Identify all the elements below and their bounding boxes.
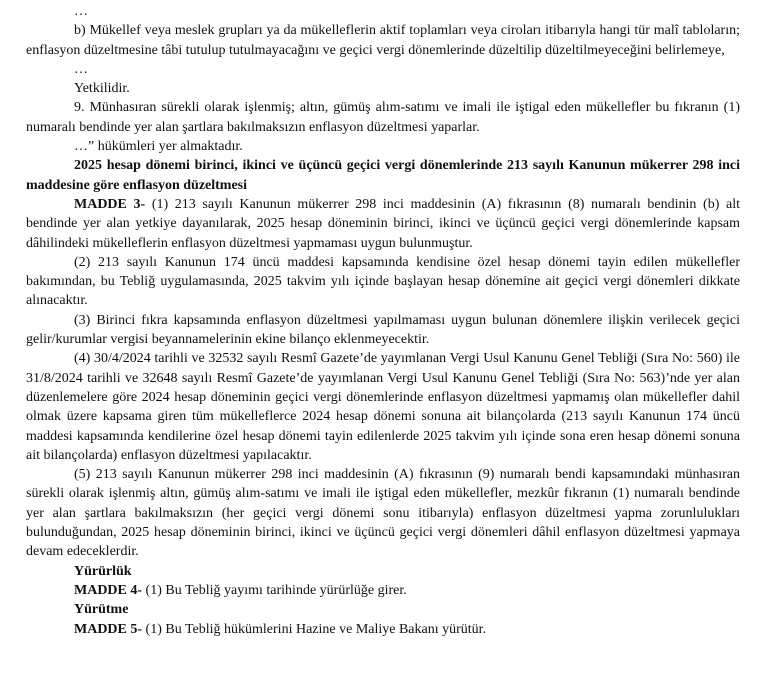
- madde-3-label: MADDE 3-: [74, 196, 146, 212]
- madde-3-text: (1) 213 sayılı Kanunun mükerrer 298 inci maddesinin (A) fıkrasının (8) numaralı bendinin (b) alt bendinde yer alan yetkiye dayanılarak, 2025 hesap döneminin birinci, ikinci ve üçüncü geçici vergi dönemlerinde kapsam dâhilindeki mükelleflerin enflasyon düzeltmesi yapmaması uygun bulunmuştur.: [26, 196, 740, 251]
- madde-5-text: (1) Bu Tebliğ hükümlerini Hazine ve Maliye Bakanı yürütür.: [142, 621, 487, 637]
- yururluk-heading: Yürürlük: [74, 563, 132, 579]
- madde-5-paragraph: [26, 620, 740, 639]
- madde-3-paragraph-1: [26, 195, 740, 253]
- paragraph-9: 9. Münhasıran sürekli olarak işlenmiş; altın, gümüş alım-satımı ve imali ile iştigal eden mükellefler bu fıkranın (1) numaralı bendinde yer alan şartlara bakılmaksızın enflasyon düzeltmesi yaparlar.: [26, 100, 740, 135]
- madde-3-paragraph-2: (2) 213 sayılı Kanunun 174 üncü maddesi kapsamında kendisine özel hesap dönemi tayin edilen mükellefler bakımından, bu Tebliğ uygulamasında, 2025 takvim yılı içinde başlayan hesap dönemine ait geçici vergi dönemleri dikkate alınacaktır.: [26, 254, 740, 309]
- document-body: [26, 2, 740, 639]
- yurutme-heading: Yürütme: [74, 602, 129, 618]
- section-heading: 2025 hesap dönemi birinci, ikinci ve üçüncü geçici vergi dönemlerinde 213 sayılı Kanunun mükerrer 298 inci maddesine göre enflasyon düzeltmesi: [26, 158, 740, 193]
- madde-4-label: MADDE 4-: [74, 582, 143, 598]
- madde-3-paragraph-4: (4) 30/4/2024 tarihli ve 32532 sayılı Resmî Gazete’de yayımlanan Vergi Usul Kanunu Genel Tebliği (Sıra No: 560) ile 31/8/2024 tarihli ve 32648 sayılı Resmî Gazete’de yayımlanan Vergi Usul Kanunu Genel Tebliği (Sıra No: 563)’nde yer alan düzenlemelere göre 2024 hesap döneminin geçici vergi dönemlerinde enflasyon düzeltmesi yapmamış olan mükellefler dahil olmak üzere kapsama giren tüm mükelleflerce 2024 hesap dönemi sonuna ait bilançolarda (213 sayılı Kanunun 174 üncü maddesi kapsamında kendilerine özel hesap dönemi tayin edilenlerde 2025 takvim yılı içinde sona eren hesap dönemi sonuna ait bilançolarda) enflasyon düzeltmesi yapılacaktır.: [26, 351, 740, 463]
- yetkilidir-line: Yetkilidir.: [74, 81, 130, 97]
- madde-3-paragraph-3: (3) Birinci fıkra kapsamında enflasyon düzeltmesi yapılmaması uygun bulunan dönemlere ilişkin verilecek geçici gelir/kurumlar vergisi beyannamelerinin ekine bilanço eklenmeyecektir.: [26, 312, 740, 348]
- madde-4-text: (1) Bu Tebliğ yayımı tarihinde yürürlüğe girer.: [142, 582, 407, 598]
- madde-5-label: MADDE 5-: [74, 621, 143, 637]
- closing-quote-line: …” hükümleri yer almaktadır.: [74, 139, 243, 155]
- madde-4-paragraph: [26, 581, 740, 600]
- madde-3-paragraph-5: (5) 213 sayılı Kanunun mükerrer 298 inci maddesinin (A) fıkrasının (9) numaralı bendi kapsamındaki münhasıran sürekli olarak işlenmiş altın, gümüş alım-satımı ve imali ile iştigal eden mükellefler, mezkûr fıkranın (1) numaralı bendinde yer alan şartlara bakılmaksızın (her geçici vergi dönemi sonu itibarıyla) enflasyon düzeltmesi yapma zorunlulukları bulunduğundan, 2025 hesap döneminin birinci, ikinci ve üçüncü geçici vergi dönemleri dâhil enflasyon düzeltmesi yapmaya devam edeceklerdir.: [26, 467, 740, 560]
- paragraph-b: b) Mükellef veya meslek grupları ya da mükelleflerin aktif toplamları veya ciroları itibarıyla hangi tür malî tabloların; enflasyon düzeltmesine tâbi tutulup tutulmayacağını ve geçici vergi dönemlerinde düzeltilip düzeltilmeyeceğini belirlemeye,: [26, 23, 740, 58]
- ellipsis-line: …: [74, 4, 88, 19]
- ellipsis-line: …: [74, 61, 88, 77]
